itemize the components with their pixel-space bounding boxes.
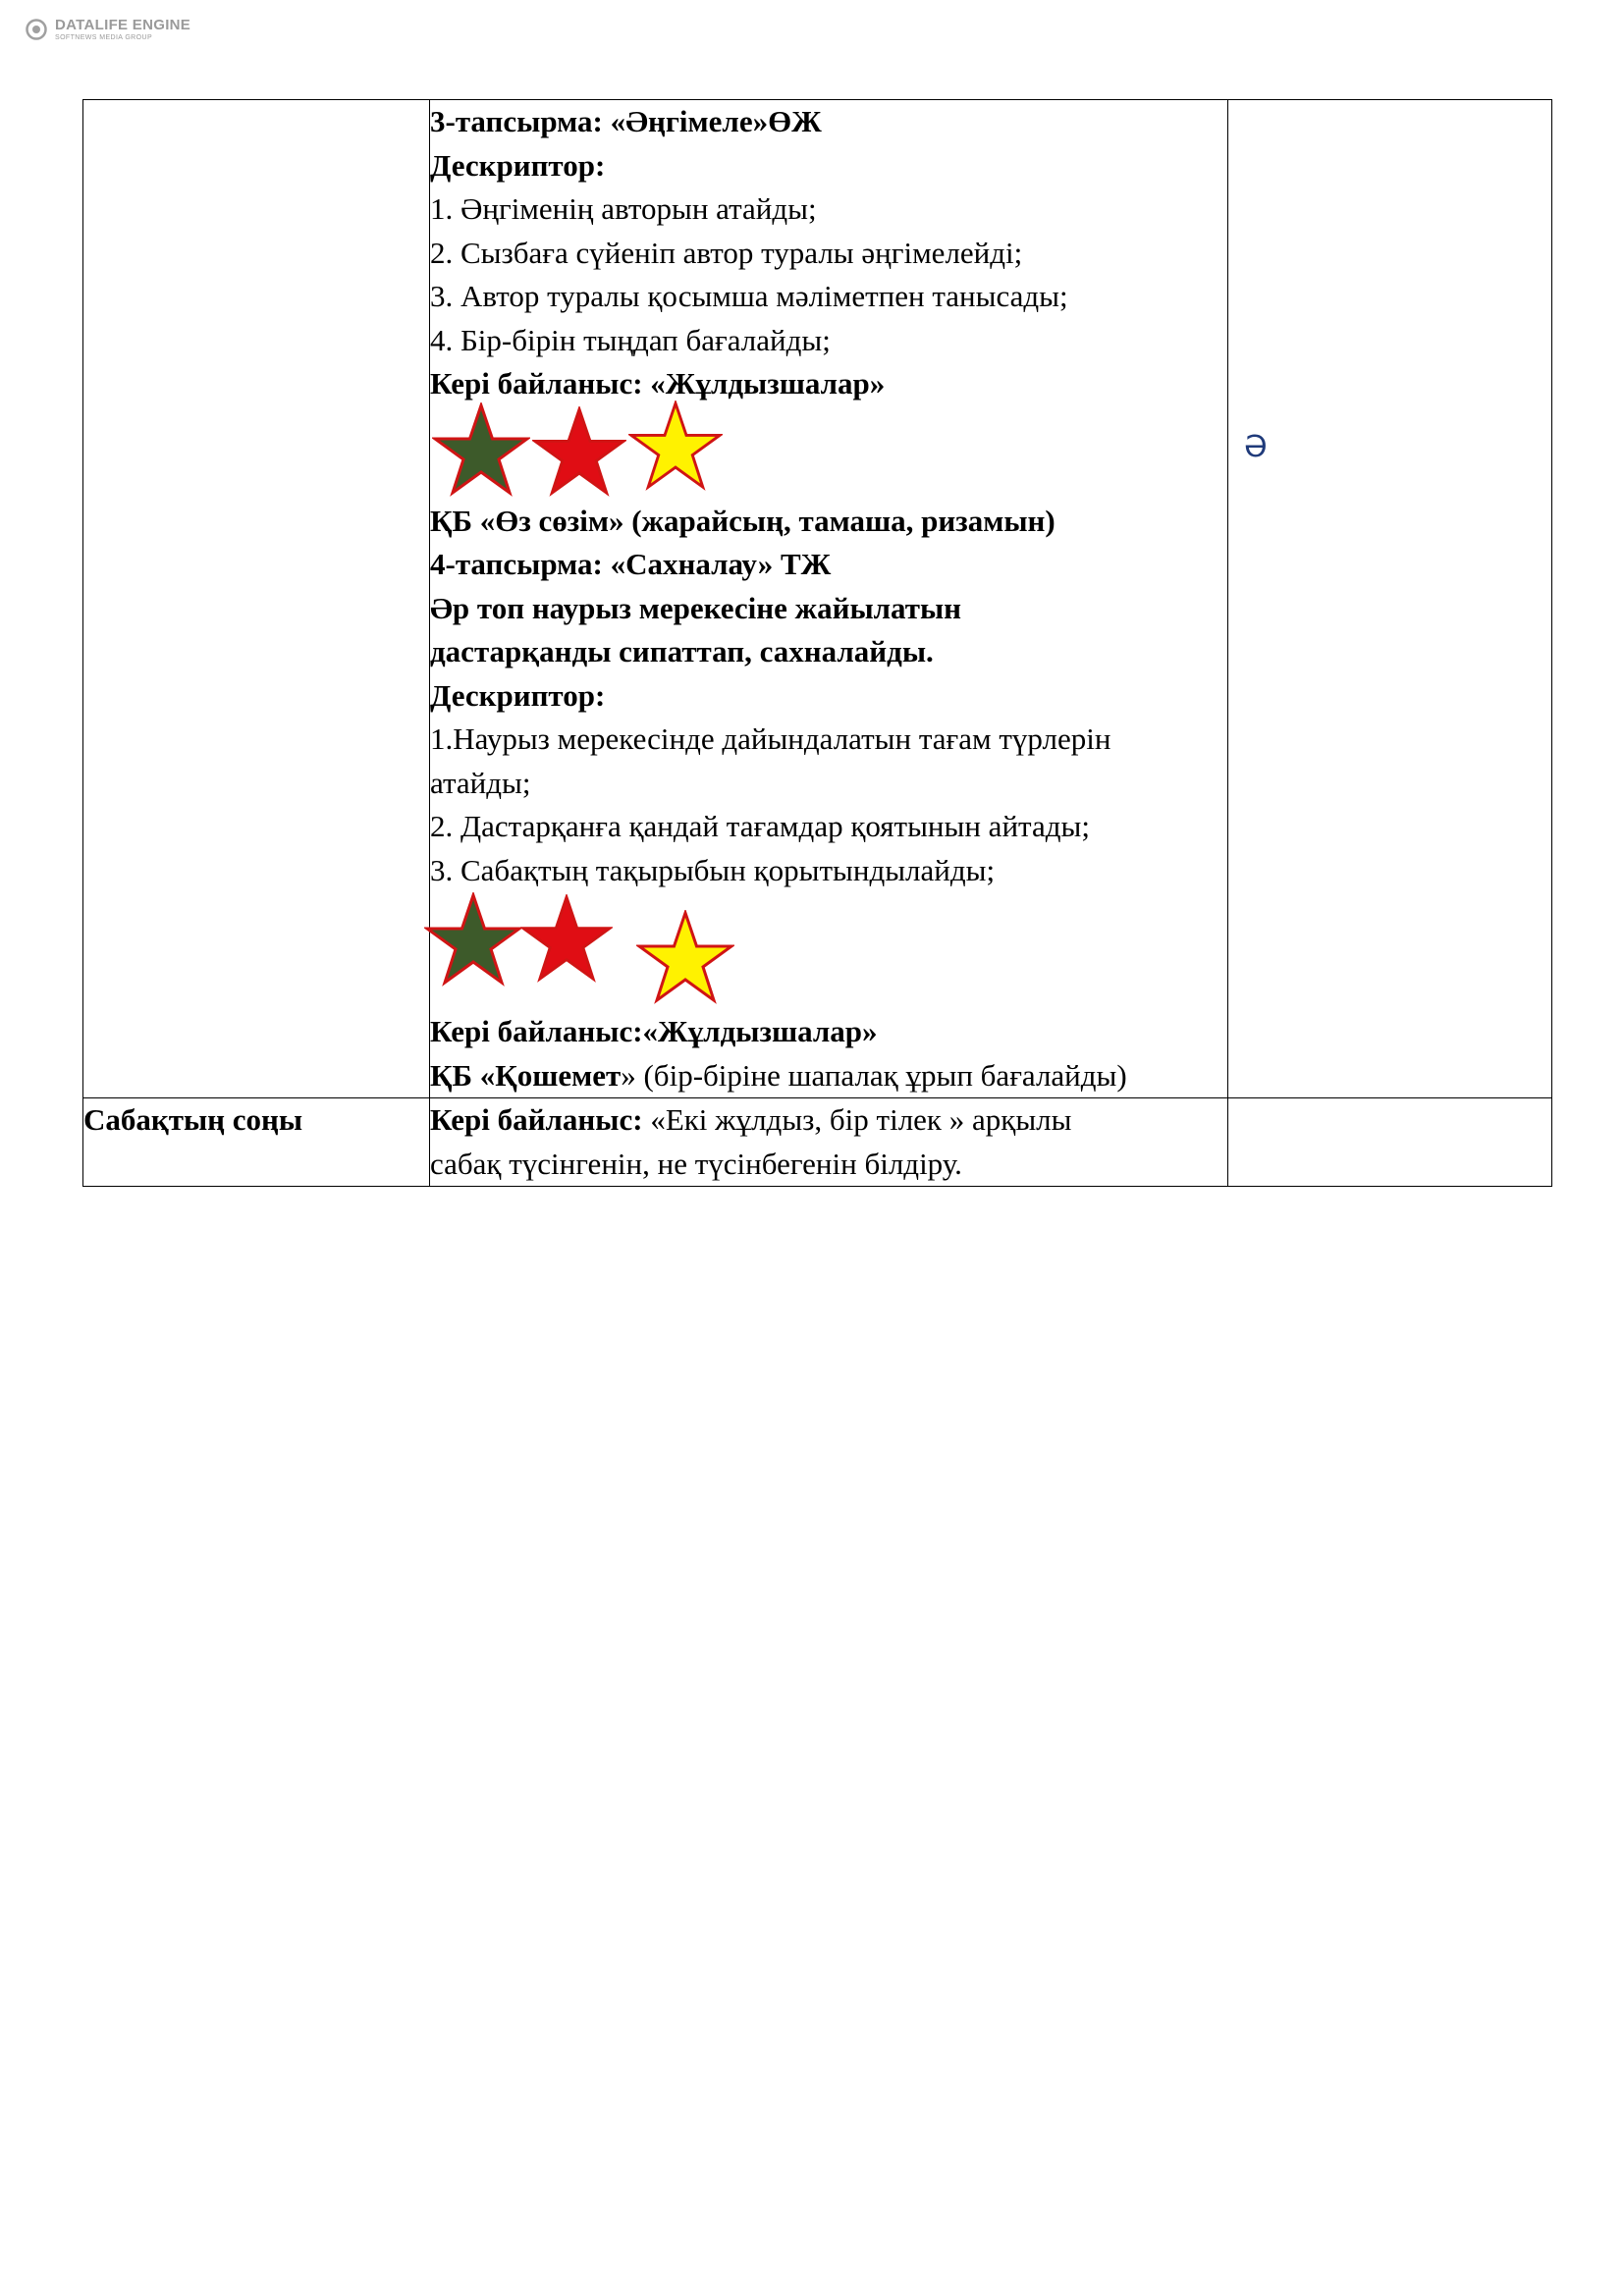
descriptor-item: 3. Автор туралы қосымша мәліметпен танысады; [430, 279, 1068, 313]
watermark-title: DATALIFE ENGINE [55, 17, 191, 33]
feedback-stars-heading: Кері байланыс: «Жұлдызшалар» [430, 366, 886, 400]
end-feedback-rest: «Екі жұлдыз, бір тілек » арқылы [642, 1102, 1072, 1137]
descriptor-item: 2. Дастарқанға қандай тағамдар қоятынын айтады; [430, 809, 1090, 843]
kb-oz-sozim: ҚБ «Өз сөзім» (жарайсың, тамаша, ризамын) [430, 503, 1056, 538]
feedback-stars-heading: Кері байланыс:«Жұлдызшалар» [430, 1014, 878, 1048]
yellow-star-icon [628, 400, 723, 491]
task4-title: 4-тапсырма: «Сахналау» ТЖ [430, 547, 832, 581]
watermark-subtitle: SOFTNEWS MEDIA GROUP [55, 34, 153, 41]
descriptor-item: 3. Сабақтың тақырыбын қорытындылайды; [430, 852, 996, 887]
resources-cell [1228, 100, 1552, 1098]
end-resources-cell [1228, 1098, 1552, 1187]
descriptor-label: Дескриптор: [430, 147, 606, 183]
lesson-plan-table [82, 99, 1552, 1187]
task3-title: 3-тапсырма: «Әңгімеле»ӨЖ [430, 104, 822, 138]
table-row [83, 100, 1552, 1098]
green-star-icon [432, 402, 530, 497]
table-row [83, 1098, 1552, 1187]
kb-koshemet-bold: ҚБ «Қошемет [430, 1057, 622, 1093]
descriptor-label: Дескриптор: [430, 677, 606, 713]
lesson-end-label: Сабақтың соңы [83, 1098, 430, 1187]
descriptor-item: 1.Наурыз мерекесінде дайындалатын тағам түрлерін [430, 721, 1111, 756]
descriptor-item: атайды; [430, 765, 531, 800]
yellow-star-icon [636, 910, 734, 1004]
feedback-stars-row [430, 406, 1227, 500]
task4-description: Әр топ наурыз мерекесіне жайылатын [430, 590, 962, 625]
aside-letter: Ә [1244, 430, 1268, 464]
red-star-icon [520, 894, 613, 983]
green-star-icon [424, 892, 522, 987]
end-feedback-bold: Кері байланыс: [430, 1102, 643, 1137]
datalife-eye-icon [24, 19, 49, 40]
task4-description: дастарқанды сипаттап, сахналайды. [430, 634, 934, 668]
kb-koshemet-rest: » (бір-біріне шапалақ ұрып бағалайды) [621, 1057, 1127, 1093]
stage-cell-empty [83, 100, 430, 1098]
end-feedback-line2: сабақ түсінгенін, не түсінбегенін білдіру. [430, 1146, 962, 1181]
descriptor-item: 1. Әңгіменің авторын атайды; [430, 191, 817, 226]
feedback-stars-row [430, 892, 1227, 1010]
watermark-logo [24, 18, 190, 41]
descriptor-item: 4. Бір-бірін тыңдап бағалайды; [430, 322, 831, 357]
activities-cell [430, 100, 1228, 1098]
descriptor-item: 2. Сызбаға сүйеніп автор туралы әңгімелейді; [430, 235, 1023, 270]
lesson-end-cell [430, 1098, 1228, 1187]
kb-koshemet [430, 1054, 1227, 1098]
red-star-icon [532, 406, 626, 497]
